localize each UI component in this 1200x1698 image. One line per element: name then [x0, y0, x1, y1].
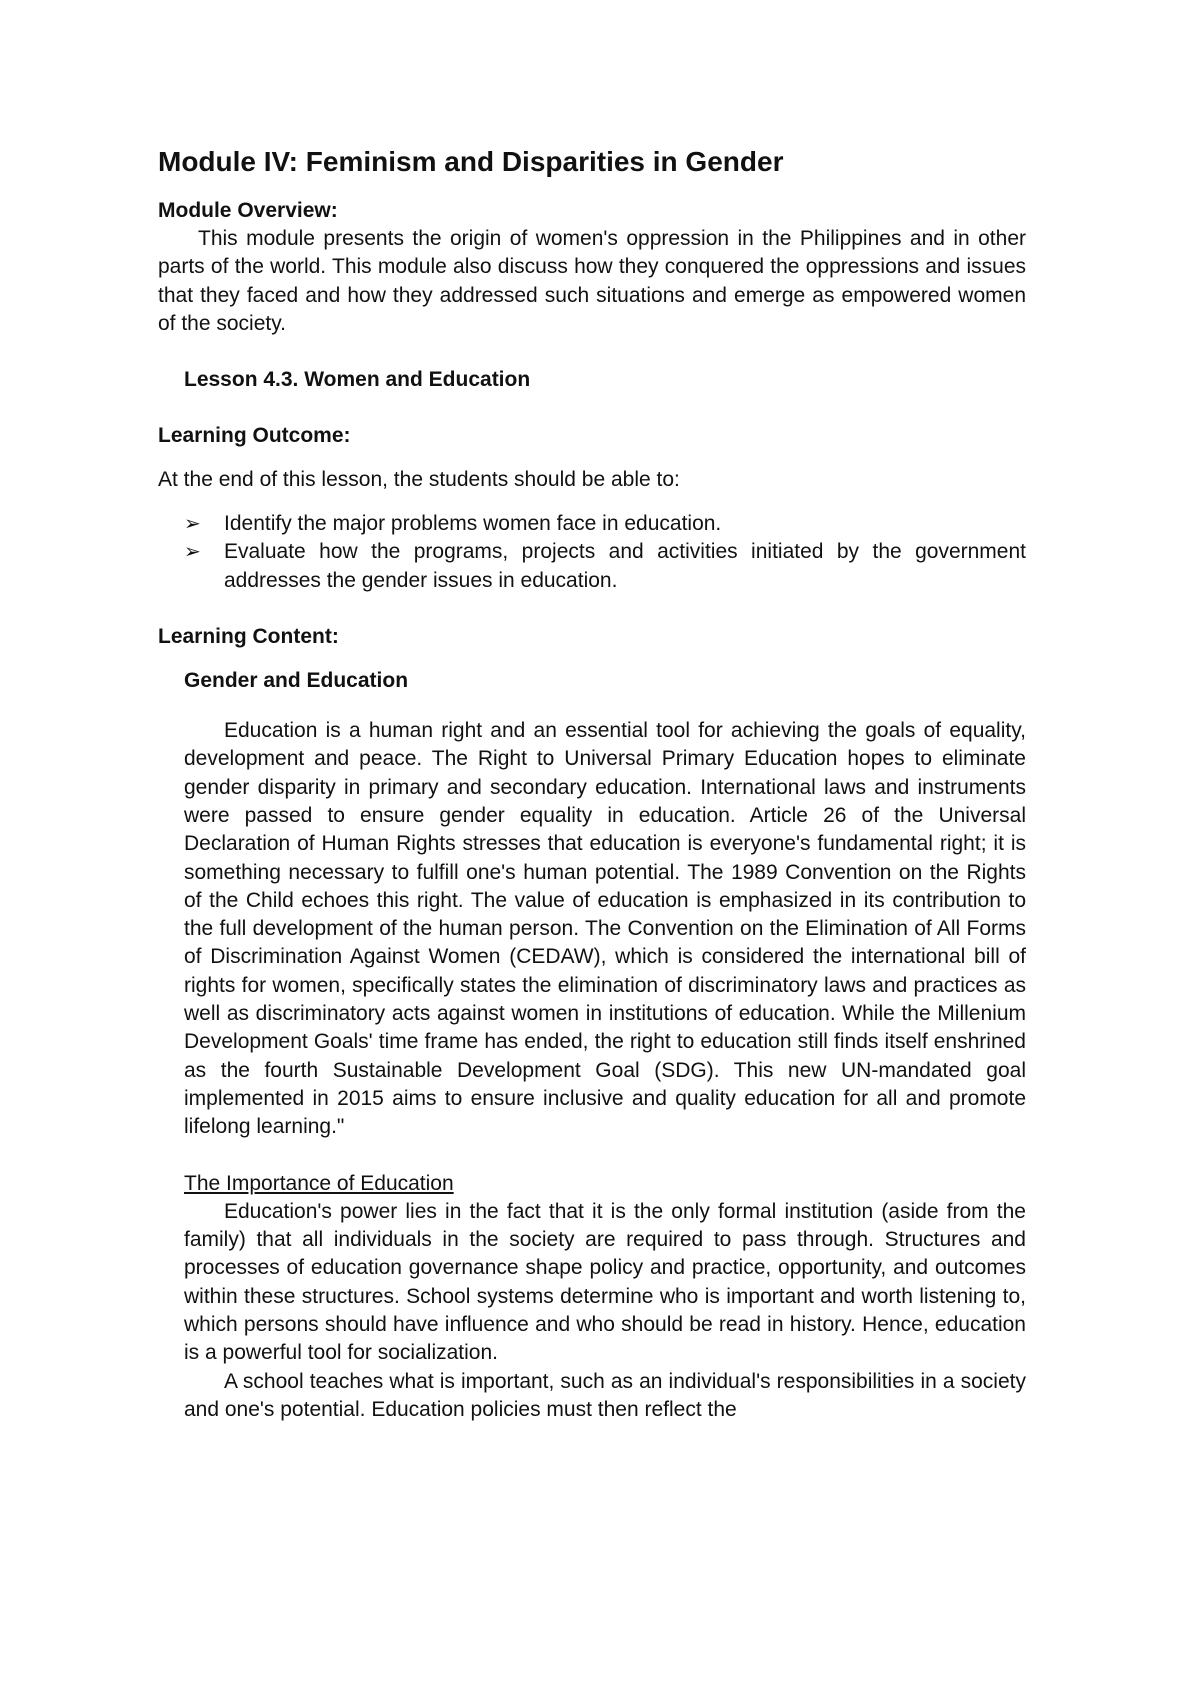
list-item — [158, 538, 1026, 595]
list-item-text: Identify the major problems women face in education. — [224, 512, 722, 536]
lesson-title: Lesson 4.3. Women and Education — [184, 368, 531, 392]
learning-content-label: Learning Content: — [158, 625, 339, 649]
module-overview-text: This module presents the origin of women's oppression in the Philippines and in other parts of the world. This module also discuss how they conquered the oppressions and issues that they faced and how they addressed such situations and emerge as empowered women of the society. — [158, 227, 1026, 335]
learning-outcome-list — [158, 510, 1026, 595]
arrow-bullet-icon: ➢ — [184, 541, 201, 564]
importance-paragraph: Education's power lies in the fact that it is the only formal institution (aside from the family) that all individuals in the society are required to pass through. Structures and processes of education governance shape policy and practice, opportunity, and outcomes within these structures. School systems determine who is important and worth listening to, which persons should have influence and who should be read in history. Hence, education is a powerful tool for socialization. — [184, 1199, 1026, 1365]
learning-outcome-label: Learning Outcome: — [158, 424, 351, 448]
document-content — [158, 145, 1026, 1424]
list-item-text: Evaluate how the programs, projects and activities initiated by the government addresses the gender issues in education. — [224, 540, 1026, 592]
gender-education-paragraph: Education is a human right and an essential tool for achieving the goals of equality, development and peace. The Right to Universal Primary Education hopes to eliminate gender disparity in primary and secondary education. International laws and instruments were passed to ensure gender equality in education. Article 26 of the Universal Declaration of Human Rights stresses that education is everyone's fundamental right; it is something necessary to fulfill one's human potential. The 1989 Convention on the Rights of the Child echoes this right. The value of education is emphasized in its contribution to the full development of the human person. The Convention on the Elimination of All Forms of Discrimination Against Women (CEDAW), which is considered the international bill of rights for women, specifically states the elimination of discriminatory laws and practices as well as discriminatory acts against women in institutions of education. While the Millenium Development Goals' time frame has ended, the right to education still finds itself enshrined as the fourth Sustainable Development Goal (SDG). This new UN-mandated goal implemented in 2015 aims to ensure inclusive and quality education for all and promote lifelong learning." — [184, 719, 1026, 1139]
arrow-bullet-icon: ➢ — [184, 513, 201, 536]
learning-outcome-intro: At the end of this lesson, the students should be able to: — [158, 468, 680, 492]
section-title: Gender and Education — [184, 669, 409, 693]
importance-subheading: The Importance of Education — [184, 1171, 454, 1195]
module-overview-label: Module Overview: — [158, 199, 338, 222]
list-item — [158, 510, 1026, 538]
school-paragraph: A school teaches what is important, such as an individual's responsibilities in a society and one's potential. Education policies must then reflect the — [184, 1369, 1026, 1421]
learning-content-body — [184, 667, 1026, 1424]
module-title: Module IV: Feminism and Disparities in Gender — [158, 146, 784, 177]
